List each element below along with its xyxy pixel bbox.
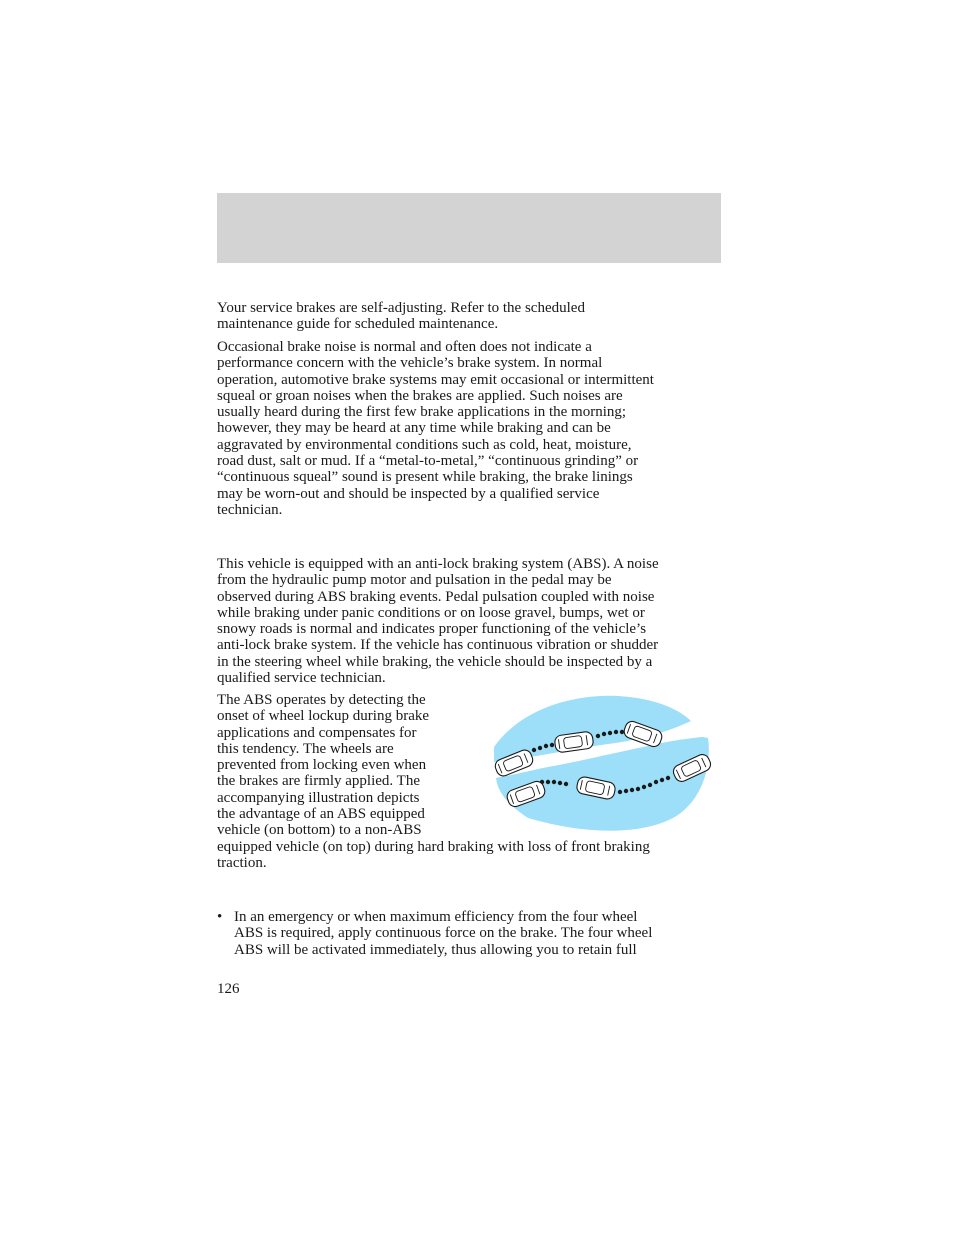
bullet-text: In an emergency or when maximum efficiency from the four wheel ABS is required, apply continuous force on the brake. The four wheel ABS will be activated immediately, thus allowing you to retain full	[234, 909, 653, 958]
section-header-band	[217, 193, 721, 263]
paragraph-self-adjusting: Your service brakes are self-adjusting. Refer to the scheduled maintenance guide for scheduled maintenance.	[217, 300, 585, 333]
paragraph-abs-operation-cont: equipped vehicle (on top) during hard braking with loss of front braking traction.	[217, 839, 650, 872]
paragraph-abs-operation: The ABS operates by detecting the onset of wheel lockup during brake applications and compensates for this tendency. The wheels are prevented from locking even when the brakes are firmly applied. The accompanying illustration depicts the advantage of an ABS equipped vehicle (on bottom) to a non-ABS	[217, 692, 430, 839]
paragraph-abs-noise: This vehicle is equipped with an anti-lock braking system (ABS). A noise from the hydraulic pump motor and pulsation in the pedal may be observed during ABS braking events. Pedal pulsation coupled with noise while braking under panic conditions or on loose gravel, bumps, wet or snowy roads is normal and indicates proper functioning of the vehicle’s anti-lock brake system. If the vehicle has continuous vibration or shudder in the steering wheel while braking, the vehicle should be inspected by a qualified service technician.	[217, 556, 659, 687]
paragraph-brake-noise: Occasional brake noise is normal and often does not indicate a performance concern with the vehicle’s brake system. In normal operation, automotive brake systems may emit occasional or intermittent squeal or groan noises when the brakes are applied. Such noises are usually heard during the first few brake applications in the morning; however, they may be heard at any time while braking and can be aggravated by environmental conditions such as cold, heat, moisture, road dust, salt or mud. If a “metal-to-metal,” “continuous grinding” or “continuous squeal” sound is present while braking, the brake linings may be worn-out and should be inspected by a qualified service technician.	[217, 339, 654, 518]
page-number: 126	[217, 981, 240, 997]
abs-illustration	[488, 694, 714, 832]
bullet-symbol: •	[217, 909, 223, 925]
